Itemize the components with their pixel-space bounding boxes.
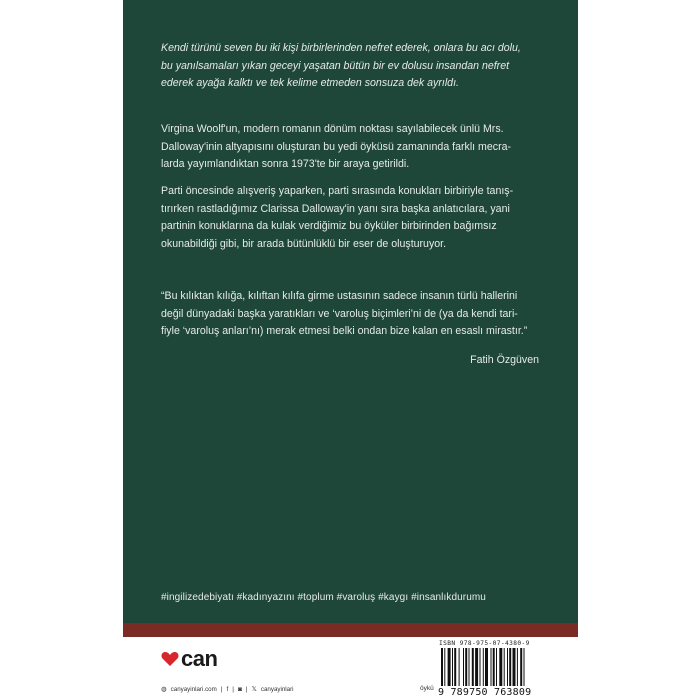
barcode-bar [452,648,453,686]
barcode-bar [448,648,451,686]
barcode-bar [504,648,505,686]
divider: | [220,685,223,693]
facebook-icon: f [226,685,229,693]
barcode-bar [465,648,467,686]
x-icon: 𝕏 [251,686,257,693]
red-strip [123,623,578,637]
barcode-bar [509,648,511,686]
barcode-bar [459,648,460,686]
isbn-label: ISBN 978-975-07-4380-9 [439,640,530,647]
logo-text: can [181,646,218,671]
line: larda yayımlandıktan sonra 1973'te bir araya getirildi. [161,158,410,171]
barcode-bar [520,648,522,686]
barcode-bar [483,648,484,686]
barcode [441,648,541,688]
quote-paragraph [161,288,546,341]
barcode-bar [513,648,516,686]
publisher-logo [161,648,217,670]
barcode-bar [444,648,445,686]
hashtags: #ingilizedebiyatı #kadınyazını #toplum #varoluş #kaygı #insanlıkdurumu [161,592,486,603]
barcode-bar [493,648,495,686]
line: Kendi türünü seven bu iki kişi birbirlerinden nefret ederek, onlara bu acı dolu, [161,42,521,54]
barcode-bar [485,648,488,686]
quote-signature: Fatih Özgüven [470,354,539,366]
line: Parti öncesinde alışveriş yaparken, parti sırasında konukları birbiriyle tanış- [161,185,514,197]
line: partinin konuklarına da kulak verdiğimiz bu öyküler birbirinden bağımsız [161,220,497,233]
barcode-bar [454,648,456,686]
barcode-bar [517,648,518,686]
instagram-icon: ◙ [237,685,242,693]
line: Dalloway'inin altyapısını oluşturan bu yedi öyküsü zamanında farklı mecra- [161,140,512,153]
globe-icon: ◍ [161,686,167,693]
barcode-bar [507,648,508,686]
barcode-bar [472,648,474,686]
barcode-bar [480,648,481,686]
website-text: canyayinlari.com [170,685,217,693]
intro-italic-paragraph [161,40,546,93]
paragraph-2 [161,183,546,253]
barcode-bar [441,648,443,686]
barcode-bar [469,648,470,686]
barcode-bar [475,648,478,686]
barcode-bar [499,648,502,686]
line: ederek ayağa kalktı ve tek kelime etmeden sonsuza dek ayrıldı. [161,77,459,90]
barcode-bar [463,648,464,686]
publisher-footer [161,685,294,693]
line: bu yanılsamaları yıkan geceyi yaşatan bütün bir ev dolusu insandan nefret [161,59,510,72]
line: değil dünyadaki başka yaratıkları ve ‘varoluş biçimleri’ni de (ya da kendi tari- [161,307,518,320]
barcode-bar [524,648,525,686]
line: okunabildiği gibi, bir arada bütünlüklü bir eser de oluşturuyor. [161,237,447,250]
divider: | [245,685,248,693]
barcode-bar [496,648,497,686]
book-back-cover [123,0,578,700]
social-handle: canyayinlari [260,685,294,693]
divider: | [232,685,234,693]
line: Virgina Woolf'un, modern romanın dönüm noktası sayılabilecek ünlü Mrs. [161,123,504,135]
barcode-digits: 9 789750 763809 [438,687,532,698]
paragraph-1 [161,121,546,174]
heart-icon [161,651,179,667]
barcode-bar [491,648,492,686]
line: “Bu kılıktan kılığa, kılıftan kılıfa girme ustasının sadece insanın türlü hallerini [161,290,518,302]
genre-label: öykü [420,685,434,692]
line: fiyle ‘varoluş anları’nı) merak etmesi belki ondan bize kalan en esaslı mirastır.” [161,325,528,338]
line: tırırken rastladığımız Clarissa Dalloway'in yanı sıra başka anlatıcılara, yani [161,202,510,215]
